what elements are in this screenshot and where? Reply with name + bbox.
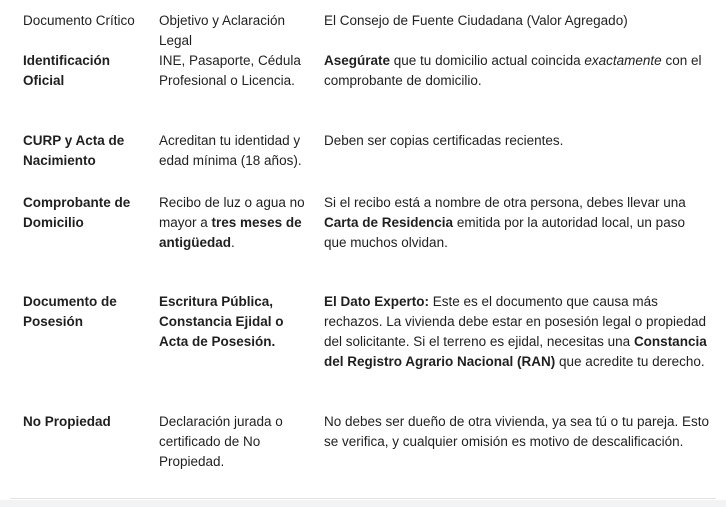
advice-bold: Constancia del Registro Agrario Nacional (RAN) [324,334,707,369]
table-row [10,292,716,412]
cell-document [10,193,146,292]
requirements-table-container [10,0,716,499]
cell-advice [311,292,716,412]
header-objective-label: Objetivo y Aclaración Legal [159,13,286,48]
advice-text-part: emitida por la autoridad local, un paso que muchos olvidan. [324,215,685,250]
document-name: No Propiedad [23,414,111,429]
table-row [10,131,716,193]
document-name: Documento de Posesión [23,294,117,329]
cell-document [10,292,146,412]
requirements-table [10,0,716,489]
objective-text-part: . [231,235,235,250]
cell-objective [146,131,311,193]
cell-advice [311,131,716,193]
document-name: Comprobante de Domicilio [23,195,131,230]
document-name: CURP y Acta de Nacimiento [23,133,125,168]
objective-text-part: Recibo de luz o agua no mayor a [159,195,305,230]
advice-text [311,51,716,91]
advice-bold: Asegúrate [324,53,391,68]
advice-italic: exactamente [584,53,662,68]
advice-text-part: que acredite tu derecho. [555,354,705,369]
document-name: Identificación Oficial [23,53,111,88]
objective-text: Declaración jurada o certificado de No Propiedad. [159,414,283,469]
cell-document [10,412,146,489]
cell-objective [146,193,311,292]
header-cell-document [10,0,146,51]
objective-text: Acreditan tu identidad y edad mínima (18 años). [159,133,302,168]
table-row [10,193,716,292]
advice-text [311,292,716,372]
advice-text-part: Si el recibo está a nombre de otra persona, debes llevar una [324,195,686,210]
objective-bold: tres meses de antigüedad [159,215,302,250]
advice-text-part: que tu domicilio actual coincida [390,53,585,68]
header-cell-advice [311,0,716,51]
header-advice-label: El Consejo de Fuente Ciudadana (Valor Agregado) [324,13,628,28]
header-document-label: Documento Crítico [23,13,135,28]
advice-text: Deben ser copias certificadas recientes. [324,133,564,148]
advice-text [311,193,716,253]
objective-text [146,193,311,253]
cell-advice [311,412,716,489]
advice-text: No debes ser dueño de otra vivienda, ya sea tú o tu pareja. Esto se verifica, y cualquier omisión es motivo de descalificación. [324,414,709,449]
advice-text-part: con el comprobante de domicilio. [324,53,702,88]
cell-objective [146,292,311,412]
cell-objective [146,51,311,131]
table-row [10,412,716,489]
advice-bold: El Dato Experto: [324,294,430,309]
objective-text: INE, Pasaporte, Cédula Profesional o Licencia. [159,53,301,88]
cell-advice [311,193,716,292]
advice-text-part: Este es el documento que causa más rechazos. La vivienda debe estar en posesión legal o propiedad del solicitante. Si el terreno es ejidal, necesitas una [324,294,707,349]
cell-advice [311,51,716,131]
cell-objective [146,412,311,489]
table-header-row [10,0,716,51]
table-row [10,51,716,131]
objective-text: Escritura Pública, Constancia Ejidal o Acta de Posesión. [159,294,284,349]
header-cell-objective [146,0,311,51]
cell-document [10,51,146,131]
bottom-divider-band [0,500,726,507]
advice-bold: Carta de Residencia [324,215,454,230]
cell-document [10,131,146,193]
